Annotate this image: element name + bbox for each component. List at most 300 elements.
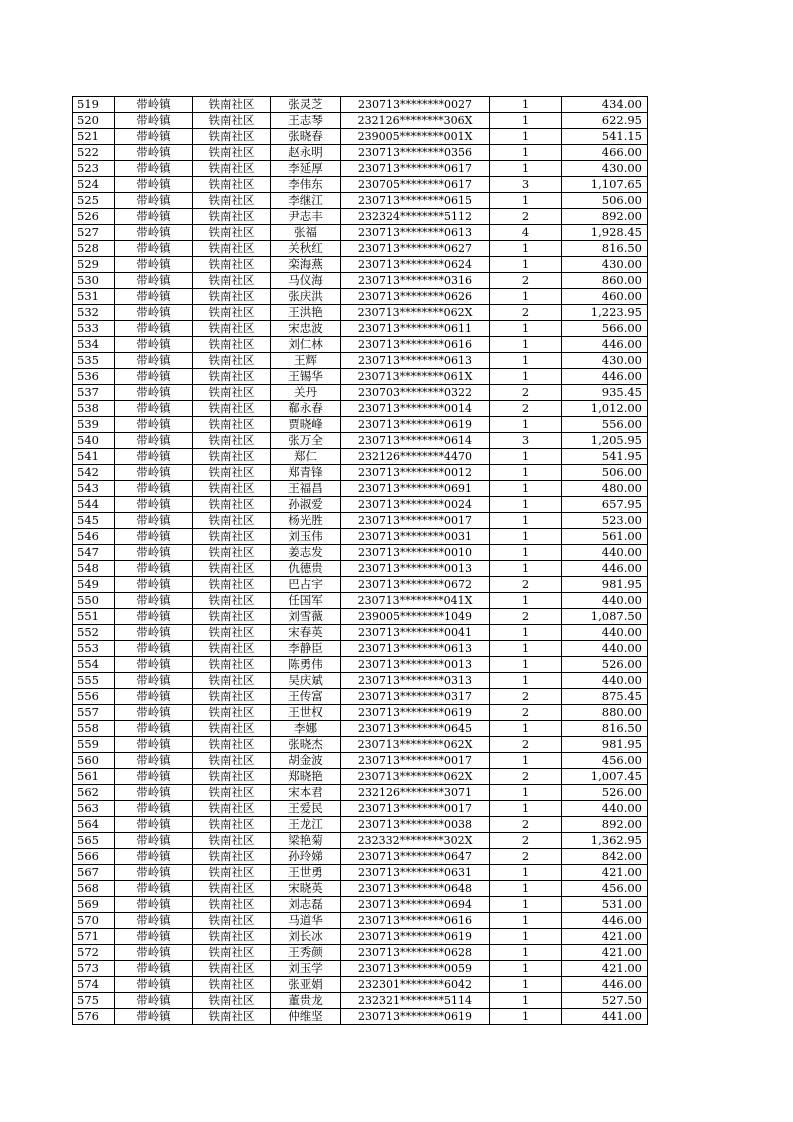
town-cell: 带岭镇 — [115, 161, 193, 177]
household-count-cell: 1 — [490, 641, 562, 657]
table-row — [73, 305, 648, 321]
household-count-cell: 1 — [490, 545, 562, 561]
community-cell: 铁南社区 — [193, 897, 271, 913]
name-cell: 关丹 — [271, 385, 341, 401]
row-number-cell: 568 — [73, 881, 115, 897]
household-count-cell: 1 — [490, 961, 562, 977]
community-cell: 铁南社区 — [193, 497, 271, 513]
id-number-cell: 230713********0616 — [341, 337, 490, 353]
community-cell: 铁南社区 — [193, 241, 271, 257]
row-number-cell: 532 — [73, 305, 115, 321]
table-row — [73, 577, 648, 593]
amount-cell: 480.00 — [562, 481, 648, 497]
table-row — [73, 849, 648, 865]
community-cell: 铁南社区 — [193, 705, 271, 721]
amount-cell: 816.50 — [562, 721, 648, 737]
name-cell: 赵永明 — [271, 145, 341, 161]
amount-cell: 526.00 — [562, 657, 648, 673]
community-cell: 铁南社区 — [193, 97, 271, 113]
town-cell: 带岭镇 — [115, 561, 193, 577]
name-cell: 王洪艳 — [271, 305, 341, 321]
community-cell: 铁南社区 — [193, 737, 271, 753]
town-cell: 带岭镇 — [115, 497, 193, 513]
town-cell: 带岭镇 — [115, 481, 193, 497]
table-row — [73, 769, 648, 785]
name-cell: 马仪海 — [271, 273, 341, 289]
amount-cell: 892.00 — [562, 209, 648, 225]
table-row — [73, 641, 648, 657]
name-cell: 李娜 — [271, 721, 341, 737]
name-cell: 董贵龙 — [271, 993, 341, 1009]
town-cell: 带岭镇 — [115, 769, 193, 785]
name-cell: 王福昌 — [271, 481, 341, 497]
amount-cell: 622.95 — [562, 113, 648, 129]
name-cell: 孙玲娣 — [271, 849, 341, 865]
row-number-cell: 540 — [73, 433, 115, 449]
table-row — [73, 241, 648, 257]
household-count-cell: 1 — [490, 129, 562, 145]
amount-cell: 531.00 — [562, 897, 648, 913]
row-number-cell: 542 — [73, 465, 115, 481]
table-row — [73, 497, 648, 513]
amount-cell: 441.00 — [562, 1009, 648, 1025]
id-number-cell: 230713********0012 — [341, 465, 490, 481]
amount-cell: 434.00 — [562, 97, 648, 113]
name-cell: 姜志发 — [271, 545, 341, 561]
community-cell: 铁南社区 — [193, 433, 271, 449]
amount-cell: 446.00 — [562, 913, 648, 929]
id-number-cell: 232332********302X — [341, 833, 490, 849]
household-count-cell: 1 — [490, 145, 562, 161]
amount-cell: 430.00 — [562, 161, 648, 177]
name-cell: 宋春英 — [271, 625, 341, 641]
town-cell: 带岭镇 — [115, 289, 193, 305]
id-number-cell: 230713********0313 — [341, 673, 490, 689]
town-cell: 带岭镇 — [115, 753, 193, 769]
table-row — [73, 401, 648, 417]
table-row — [73, 673, 648, 689]
community-cell: 铁南社区 — [193, 593, 271, 609]
community-cell: 铁南社区 — [193, 337, 271, 353]
town-cell: 带岭镇 — [115, 897, 193, 913]
row-number-cell: 527 — [73, 225, 115, 241]
town-cell: 带岭镇 — [115, 305, 193, 321]
table-row — [73, 593, 648, 609]
town-cell: 带岭镇 — [115, 177, 193, 193]
name-cell: 张庆洪 — [271, 289, 341, 305]
amount-cell: 541.15 — [562, 129, 648, 145]
id-number-cell: 230713********062X — [341, 769, 490, 785]
town-cell: 带岭镇 — [115, 1009, 193, 1025]
amount-cell: 526.00 — [562, 785, 648, 801]
id-number-cell: 230703********0322 — [341, 385, 490, 401]
row-number-cell: 560 — [73, 753, 115, 769]
table-row — [73, 545, 648, 561]
household-count-cell: 1 — [490, 913, 562, 929]
amount-cell: 446.00 — [562, 561, 648, 577]
row-number-cell: 519 — [73, 97, 115, 113]
town-cell: 带岭镇 — [115, 881, 193, 897]
table-row — [73, 161, 648, 177]
amount-cell: 446.00 — [562, 337, 648, 353]
table-row — [73, 113, 648, 129]
name-cell: 孙淑爱 — [271, 497, 341, 513]
community-cell: 铁南社区 — [193, 401, 271, 417]
row-number-cell: 561 — [73, 769, 115, 785]
amount-cell: 421.00 — [562, 865, 648, 881]
row-number-cell: 530 — [73, 273, 115, 289]
town-cell: 带岭镇 — [115, 513, 193, 529]
household-count-cell: 1 — [490, 673, 562, 689]
table-row — [73, 529, 648, 545]
table-row — [73, 689, 648, 705]
row-number-cell: 543 — [73, 481, 115, 497]
row-number-cell: 562 — [73, 785, 115, 801]
household-count-cell: 1 — [490, 497, 562, 513]
community-cell: 铁南社区 — [193, 769, 271, 785]
community-cell: 铁南社区 — [193, 977, 271, 993]
row-number-cell: 569 — [73, 897, 115, 913]
row-number-cell: 535 — [73, 353, 115, 369]
name-cell: 宋本君 — [271, 785, 341, 801]
amount-cell: 875.45 — [562, 689, 648, 705]
id-number-cell: 230713********0017 — [341, 753, 490, 769]
row-number-cell: 523 — [73, 161, 115, 177]
household-count-cell: 1 — [490, 561, 562, 577]
amount-cell: 523.00 — [562, 513, 648, 529]
town-cell: 带岭镇 — [115, 673, 193, 689]
id-number-cell: 230713********0626 — [341, 289, 490, 305]
id-number-cell: 230713********0645 — [341, 721, 490, 737]
household-count-cell: 1 — [490, 865, 562, 881]
town-cell: 带岭镇 — [115, 865, 193, 881]
amount-cell: 440.00 — [562, 545, 648, 561]
row-number-cell: 536 — [73, 369, 115, 385]
household-count-cell: 1 — [490, 481, 562, 497]
household-count-cell: 1 — [490, 1009, 562, 1025]
amount-cell: 1,205.95 — [562, 433, 648, 449]
community-cell: 铁南社区 — [193, 385, 271, 401]
row-number-cell: 544 — [73, 497, 115, 513]
household-count-cell: 2 — [490, 305, 562, 321]
household-count-cell: 1 — [490, 417, 562, 433]
community-cell: 铁南社区 — [193, 369, 271, 385]
town-cell: 带岭镇 — [115, 385, 193, 401]
table-row — [73, 929, 648, 945]
row-number-cell: 572 — [73, 945, 115, 961]
community-cell: 铁南社区 — [193, 145, 271, 161]
community-cell: 铁南社区 — [193, 961, 271, 977]
town-cell: 带岭镇 — [115, 657, 193, 673]
community-cell: 铁南社区 — [193, 673, 271, 689]
name-cell: 刘雪薇 — [271, 609, 341, 625]
community-cell: 铁南社区 — [193, 417, 271, 433]
town-cell: 带岭镇 — [115, 401, 193, 417]
table-row — [73, 993, 648, 1009]
amount-cell: 816.50 — [562, 241, 648, 257]
table-row — [73, 865, 648, 881]
table-row — [73, 337, 648, 353]
town-cell: 带岭镇 — [115, 913, 193, 929]
amount-cell: 1,362.95 — [562, 833, 648, 849]
name-cell: 刘长冰 — [271, 929, 341, 945]
name-cell: 宋晓英 — [271, 881, 341, 897]
community-cell: 铁南社区 — [193, 481, 271, 497]
town-cell: 带岭镇 — [115, 721, 193, 737]
id-number-cell: 230713********0013 — [341, 657, 490, 673]
table-row — [73, 321, 648, 337]
community-cell: 铁南社区 — [193, 833, 271, 849]
amount-cell: 561.00 — [562, 529, 648, 545]
community-cell: 铁南社区 — [193, 641, 271, 657]
household-count-cell: 2 — [490, 209, 562, 225]
row-number-cell: 552 — [73, 625, 115, 641]
name-cell: 尹志丰 — [271, 209, 341, 225]
community-cell: 铁南社区 — [193, 273, 271, 289]
table-row — [73, 257, 648, 273]
household-count-cell: 2 — [490, 609, 562, 625]
household-count-cell: 1 — [490, 113, 562, 129]
household-count-cell: 1 — [490, 721, 562, 737]
town-cell: 带岭镇 — [115, 209, 193, 225]
name-cell: 张晓杰 — [271, 737, 341, 753]
community-cell: 铁南社区 — [193, 177, 271, 193]
name-cell: 马道华 — [271, 913, 341, 929]
row-number-cell: 526 — [73, 209, 115, 225]
id-number-cell: 230713********0616 — [341, 913, 490, 929]
name-cell: 张福 — [271, 225, 341, 241]
amount-cell: 421.00 — [562, 961, 648, 977]
household-count-cell: 4 — [490, 225, 562, 241]
id-number-cell: 230713********061X — [341, 369, 490, 385]
row-number-cell: 528 — [73, 241, 115, 257]
name-cell: 仲维坚 — [271, 1009, 341, 1025]
name-cell: 李延厚 — [271, 161, 341, 177]
household-count-cell: 1 — [490, 897, 562, 913]
town-cell: 带岭镇 — [115, 977, 193, 993]
amount-cell: 981.95 — [562, 737, 648, 753]
town-cell: 带岭镇 — [115, 241, 193, 257]
id-number-cell: 239005********1049 — [341, 609, 490, 625]
amount-cell: 440.00 — [562, 625, 648, 641]
town-cell: 带岭镇 — [115, 993, 193, 1009]
row-number-cell: 553 — [73, 641, 115, 657]
name-cell: 王龙江 — [271, 817, 341, 833]
amount-cell: 935.45 — [562, 385, 648, 401]
id-number-cell: 232126********3071 — [341, 785, 490, 801]
row-number-cell: 573 — [73, 961, 115, 977]
amount-cell: 446.00 — [562, 369, 648, 385]
table-row — [73, 289, 648, 305]
household-count-cell: 2 — [490, 689, 562, 705]
town-cell: 带岭镇 — [115, 625, 193, 641]
amount-cell: 880.00 — [562, 705, 648, 721]
community-cell: 铁南社区 — [193, 801, 271, 817]
community-cell: 铁南社区 — [193, 865, 271, 881]
name-cell: 关秋红 — [271, 241, 341, 257]
table-row — [73, 657, 648, 673]
town-cell: 带岭镇 — [115, 961, 193, 977]
community-cell: 铁南社区 — [193, 817, 271, 833]
row-number-cell: 520 — [73, 113, 115, 129]
name-cell: 张晓春 — [271, 129, 341, 145]
community-cell: 铁南社区 — [193, 257, 271, 273]
row-number-cell: 554 — [73, 657, 115, 673]
id-number-cell: 232321********5114 — [341, 993, 490, 1009]
table-row — [73, 897, 648, 913]
table-row — [73, 433, 648, 449]
name-cell: 张万全 — [271, 433, 341, 449]
table-body — [73, 97, 648, 1025]
household-count-cell: 1 — [490, 337, 562, 353]
town-cell: 带岭镇 — [115, 433, 193, 449]
table-row — [73, 609, 648, 625]
table-row — [73, 705, 648, 721]
town-cell: 带岭镇 — [115, 689, 193, 705]
town-cell: 带岭镇 — [115, 529, 193, 545]
town-cell: 带岭镇 — [115, 801, 193, 817]
amount-cell: 456.00 — [562, 881, 648, 897]
id-number-cell: 232301********6042 — [341, 977, 490, 993]
household-count-cell: 1 — [490, 785, 562, 801]
community-cell: 铁南社区 — [193, 321, 271, 337]
amount-cell: 421.00 — [562, 945, 648, 961]
table-row — [73, 753, 648, 769]
household-count-cell: 2 — [490, 817, 562, 833]
id-number-cell: 230713********0010 — [341, 545, 490, 561]
household-count-cell: 1 — [490, 97, 562, 113]
community-cell: 铁南社区 — [193, 529, 271, 545]
name-cell: 刘仁林 — [271, 337, 341, 353]
id-number-cell: 230713********0024 — [341, 497, 490, 513]
id-number-cell: 230713********0017 — [341, 801, 490, 817]
household-count-cell: 1 — [490, 881, 562, 897]
table-row — [73, 177, 648, 193]
id-number-cell: 230713********0027 — [341, 97, 490, 113]
community-cell: 铁南社区 — [193, 913, 271, 929]
amount-cell: 460.00 — [562, 289, 648, 305]
table-row — [73, 481, 648, 497]
household-count-cell: 1 — [490, 593, 562, 609]
id-number-cell: 230713********0694 — [341, 897, 490, 913]
id-number-cell: 230713********062X — [341, 305, 490, 321]
row-number-cell: 534 — [73, 337, 115, 353]
household-count-cell: 2 — [490, 769, 562, 785]
community-cell: 铁南社区 — [193, 561, 271, 577]
table-row — [73, 369, 648, 385]
table-row — [73, 273, 648, 289]
row-number-cell: 522 — [73, 145, 115, 161]
town-cell: 带岭镇 — [115, 705, 193, 721]
table-row — [73, 817, 648, 833]
id-number-cell: 239005********001X — [341, 129, 490, 145]
name-cell: 王世勇 — [271, 865, 341, 881]
amount-cell: 541.95 — [562, 449, 648, 465]
row-number-cell: 538 — [73, 401, 115, 417]
row-number-cell: 525 — [73, 193, 115, 209]
household-count-cell: 1 — [490, 289, 562, 305]
table-row — [73, 449, 648, 465]
household-count-cell: 1 — [490, 801, 562, 817]
row-number-cell: 555 — [73, 673, 115, 689]
town-cell: 带岭镇 — [115, 785, 193, 801]
amount-cell: 556.00 — [562, 417, 648, 433]
id-number-cell: 230713********0648 — [341, 881, 490, 897]
community-cell: 铁南社区 — [193, 1009, 271, 1025]
id-number-cell: 230713********0014 — [341, 401, 490, 417]
row-number-cell: 545 — [73, 513, 115, 529]
amount-cell: 527.50 — [562, 993, 648, 1009]
table-row — [73, 417, 648, 433]
household-count-cell: 1 — [490, 161, 562, 177]
row-number-cell: 550 — [73, 593, 115, 609]
id-number-cell: 230713********0624 — [341, 257, 490, 273]
town-cell: 带岭镇 — [115, 609, 193, 625]
id-number-cell: 230713********0691 — [341, 481, 490, 497]
row-number-cell: 558 — [73, 721, 115, 737]
community-cell: 铁南社区 — [193, 577, 271, 593]
id-number-cell: 230713********041X — [341, 593, 490, 609]
name-cell: 李伟东 — [271, 177, 341, 193]
name-cell: 郑青锋 — [271, 465, 341, 481]
household-count-cell: 1 — [490, 529, 562, 545]
id-number-cell: 230713********0013 — [341, 561, 490, 577]
name-cell: 梁艳菊 — [271, 833, 341, 849]
table-row — [73, 513, 648, 529]
household-count-cell: 2 — [490, 705, 562, 721]
row-number-cell: 529 — [73, 257, 115, 273]
town-cell: 带岭镇 — [115, 257, 193, 273]
id-number-cell: 230713********0619 — [341, 705, 490, 721]
table-row — [73, 561, 648, 577]
amount-cell: 466.00 — [562, 145, 648, 161]
id-number-cell: 230713********0627 — [341, 241, 490, 257]
row-number-cell: 564 — [73, 817, 115, 833]
household-count-cell: 1 — [490, 353, 562, 369]
id-number-cell: 230713********0017 — [341, 513, 490, 529]
id-number-cell: 230713********0356 — [341, 145, 490, 161]
id-number-cell: 230713********0619 — [341, 1009, 490, 1025]
household-count-cell: 1 — [490, 193, 562, 209]
community-cell: 铁南社区 — [193, 657, 271, 673]
table-row — [73, 97, 648, 113]
amount-cell: 1,107.65 — [562, 177, 648, 193]
row-number-cell: 576 — [73, 1009, 115, 1025]
row-number-cell: 524 — [73, 177, 115, 193]
name-cell: 张亚娟 — [271, 977, 341, 993]
row-number-cell: 559 — [73, 737, 115, 753]
name-cell: 宋忠波 — [271, 321, 341, 337]
table-row — [73, 353, 648, 369]
table-row — [73, 209, 648, 225]
household-count-cell: 1 — [490, 945, 562, 961]
community-cell: 铁南社区 — [193, 161, 271, 177]
community-cell: 铁南社区 — [193, 545, 271, 561]
community-cell: 铁南社区 — [193, 785, 271, 801]
household-count-cell: 1 — [490, 753, 562, 769]
table-row — [73, 625, 648, 641]
name-cell: 李静臣 — [271, 641, 341, 657]
row-number-cell: 547 — [73, 545, 115, 561]
name-cell: 王秀颜 — [271, 945, 341, 961]
community-cell: 铁南社区 — [193, 513, 271, 529]
amount-cell: 566.00 — [562, 321, 648, 337]
name-cell: 王爱民 — [271, 801, 341, 817]
amount-cell: 1,087.50 — [562, 609, 648, 625]
id-number-cell: 230713********0316 — [341, 273, 490, 289]
row-number-cell: 563 — [73, 801, 115, 817]
community-cell: 铁南社区 — [193, 689, 271, 705]
